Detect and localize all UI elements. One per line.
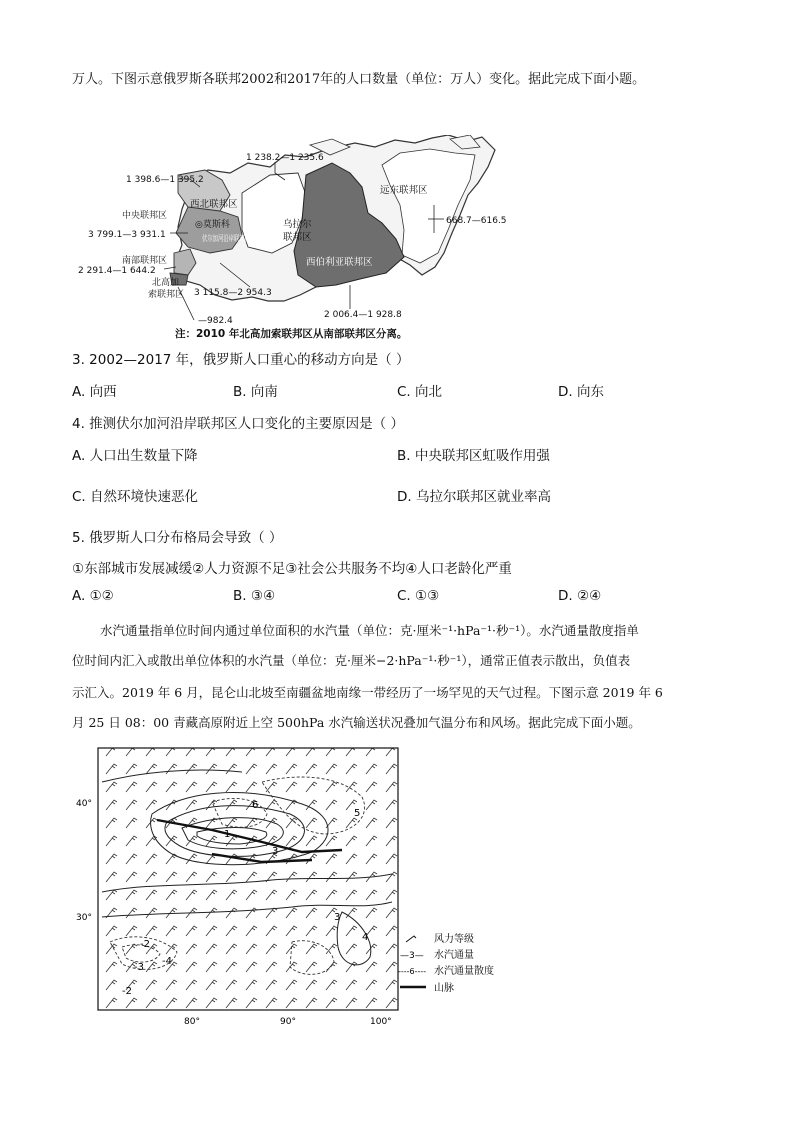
label-central: 中央联邦区 — [122, 211, 168, 221]
legend-divergence: 水汽通量散度 — [434, 966, 494, 977]
q3-option-c[interactable]: C. 向北 — [397, 384, 443, 400]
para2-line-1: 水汽通量指单位时间内通过单位面积的水汽量（单位：克·厘米⁻¹·hPa⁻¹·秒⁻¹）。水汽通量散度指单 — [100, 623, 639, 638]
q5-option-b[interactable]: B. ③④ — [233, 588, 276, 604]
value-central: 3 799.1—3 931.1 — [88, 230, 166, 240]
q4-option-d[interactable]: D. 乌拉尔联邦区就业率高 — [397, 489, 551, 505]
contour-label: -2 — [122, 986, 132, 997]
value-siberia: 2 006.4—1 928.8 — [324, 310, 402, 320]
value-north: 1 238.2—1 235.6 — [246, 153, 324, 163]
value-far-east: 668.7—616.5 — [446, 216, 507, 226]
lat-label-40: 40° — [76, 799, 92, 809]
intro-text: 万人。下图示意俄罗斯各联邦2002和2017年的人口数量（单位：万人）变化。据此完成下面小题。 — [72, 72, 646, 87]
label-southern: 南部联邦区 — [122, 256, 168, 266]
legend-mountain: 山脉 — [434, 983, 454, 994]
lon-label-90: 90° — [280, 1017, 296, 1027]
q3-option-a[interactable]: A. 向西 — [72, 384, 117, 400]
lon-label-100: 100° — [370, 1017, 392, 1027]
legend-wind: 风力等级 — [434, 934, 474, 945]
value-ncaucasus: —982.4 — [198, 316, 233, 326]
q5-statements: ①东部城市发展减缓②人力资源不足③社会公共服务不均④人口老龄化严重 — [72, 561, 512, 577]
label-far-east: 远东联邦区 — [380, 185, 428, 196]
para2-line-4: 月 25 日 08：00 青藏高原附近上空 500hPa 水汽输送状况叠加气温分布和风场。据此完成下面小题。 — [72, 715, 641, 730]
contour-label: 6 — [252, 800, 259, 811]
label-volga: 伏尔加河沿岸联邦区 — [202, 234, 274, 243]
q4-option-c[interactable]: C. 自然环境快速恶化 — [72, 489, 199, 505]
russia-population-map — [70, 135, 510, 335]
label-ural-2: 联邦区 — [283, 232, 312, 243]
q5-option-a[interactable]: A. ①② — [72, 588, 114, 604]
q4-stem: 4. 推测伏尔加河沿岸联邦区人口变化的主要原因是（ ） — [72, 416, 404, 432]
para2-line-3: 示汇入。2019 年 6 月，昆仑山北坡至南疆盆地南缘一带经历了一场罕见的天气过程。下图示意 2019 年 6 — [72, 685, 663, 700]
q5-option-c[interactable]: C. ①③ — [397, 588, 440, 604]
label-northwest: 西北联邦区 — [190, 199, 238, 210]
lon-label-80: 80° — [184, 1017, 200, 1027]
q3-option-d[interactable]: D. 向东 — [558, 384, 604, 400]
contour-label: -3 — [134, 962, 144, 973]
contour-label: 1 — [224, 829, 231, 840]
label-moscow: ◎莫斯科 — [195, 220, 230, 230]
q5-stem: 5. 俄罗斯人口分布格局会导致（ ） — [72, 530, 283, 546]
water-vapor-map — [62, 742, 502, 1032]
contour-label: -2 — [140, 939, 150, 950]
label-ncaucasus-2: 索联邦区 — [148, 290, 185, 300]
contour-label: 5 — [354, 808, 361, 819]
label-ural-1: 乌拉尔 — [283, 219, 312, 230]
para2-line-2: 位时间内汇入或散出单位体积的水汽量（单位：克·厘米−2·hPa⁻¹·秒⁻¹），通常正值表示散出，负值表 — [72, 653, 631, 668]
wind-barb-icon — [406, 936, 416, 942]
contour-label: 3 — [272, 846, 279, 857]
legend-flux: 水汽通量 — [434, 950, 474, 961]
q4-option-b[interactable]: B. 中央联邦区虹吸作用强 — [397, 448, 550, 464]
q3-stem: 3. 2002—2017 年，俄罗斯人口重心的移动方向是（ ） — [72, 352, 410, 368]
label-siberia: 西伯利亚联邦区 — [306, 257, 373, 268]
lat-label-30: 30° — [76, 913, 92, 923]
map1-note: 注：2010 年北高加索联邦区从南部联邦区分离。 — [175, 328, 408, 340]
map2-legend — [398, 932, 494, 994]
value-northwest: 1 398.6—1 395.2 — [126, 175, 204, 185]
label-ncaucasus-1: 北高加 — [152, 278, 180, 288]
value-volga: 3 115.8—2 954.3 — [194, 288, 272, 298]
contour-label: 4 — [362, 932, 369, 943]
q5-option-d[interactable]: D. ②④ — [558, 588, 602, 604]
legend-sample-divergence: ----6---- — [398, 967, 427, 976]
contour-label: -4 — [162, 956, 172, 967]
legend-sample-flux: —3— — [400, 951, 424, 961]
q3-option-b[interactable]: B. 向南 — [233, 384, 278, 400]
q4-option-a[interactable]: A. 人口出生数量下降 — [72, 448, 198, 464]
value-southern: 2 291.4—1 644.2 — [78, 266, 156, 276]
contour-label: 3 — [334, 912, 341, 923]
